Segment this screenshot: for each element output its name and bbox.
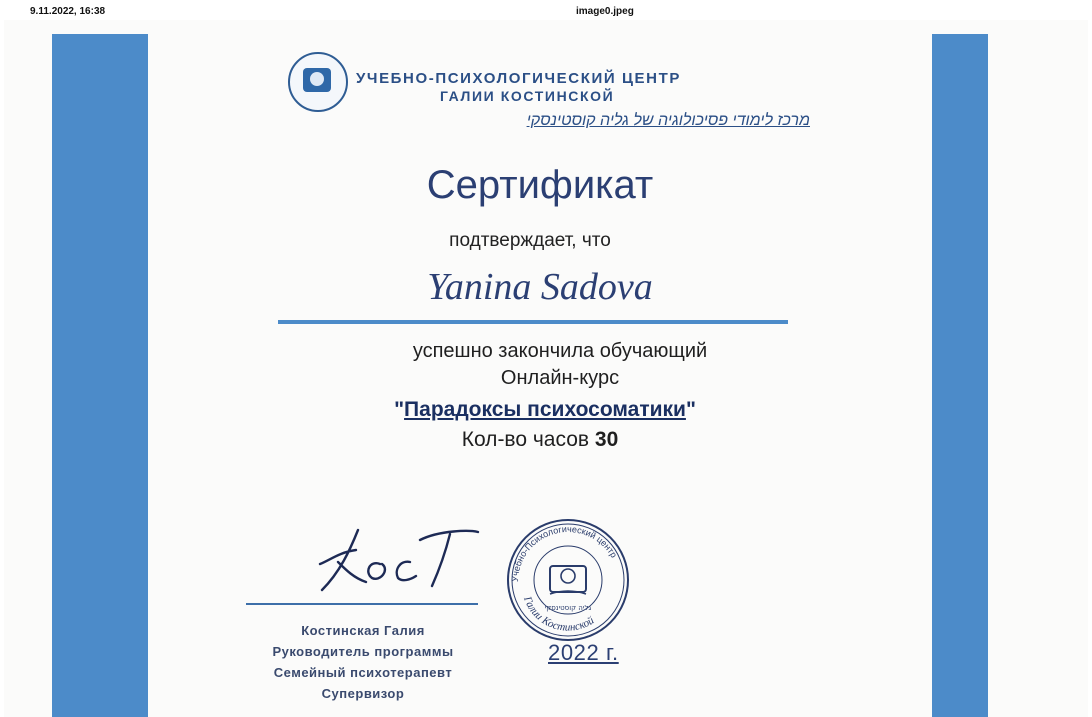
signer-role2: Семейный психотерапевт — [273, 665, 453, 680]
completed-text: успешно закончила обучающий — [412, 340, 708, 362]
signer-name: Костинская Галия — [301, 623, 425, 638]
seal-text-bottom: Галии Костинской — [521, 594, 597, 634]
issue-year: 2022 г. — [548, 640, 619, 665]
signer-role3: Супервизор — [321, 686, 405, 701]
round-stamp-icon — [496, 514, 640, 644]
signer-block — [238, 620, 488, 704]
quote-open: " — [394, 398, 405, 421]
course-hours — [300, 428, 780, 452]
certificate-title: Сертификат — [426, 163, 654, 207]
hours-label: Кол-во часов — [461, 428, 590, 451]
course-type: Онлайн-курс — [500, 367, 620, 389]
quote-close: " — [685, 398, 696, 421]
course-name — [300, 398, 790, 422]
signature-line — [246, 603, 478, 605]
book-head-emblem-icon — [288, 52, 348, 112]
confirms-text: подтверждает, что — [449, 230, 611, 251]
org-name-hebrew: מרכז לימודי פסיכולוגיה של גליה קוסטינסקי — [526, 112, 810, 129]
print-filename: image0.jpeg — [576, 6, 634, 17]
organization-header — [288, 50, 808, 140]
svg-text:Учебно-Психологический центр — [510, 524, 619, 582]
print-header — [0, 0, 1092, 22]
recipient-name: Yanina Sadova — [427, 266, 653, 308]
print-timestamp: 9.11.2022, 16:38 — [30, 6, 106, 17]
seal-text-hebrew: גליה קוסטינסקי — [544, 604, 592, 612]
org-name-line2: ГАЛИИ КОСТИНСКОЙ — [440, 88, 615, 104]
name-underline — [278, 320, 788, 324]
right-blue-band — [932, 34, 988, 717]
seal-text-top: Учебно-Психологический центр — [509, 523, 620, 583]
org-name-line1: УЧЕБНО-ПСИХОЛОГИЧЕСКИЙ ЦЕНТР — [356, 70, 681, 87]
handwritten-signature — [300, 520, 480, 600]
hours-value: 30 — [594, 428, 619, 451]
course-name-text: Парадоксы психосоматики — [404, 398, 686, 421]
signer-role1: Руководитель программы — [272, 644, 454, 659]
left-blue-band — [52, 34, 148, 717]
